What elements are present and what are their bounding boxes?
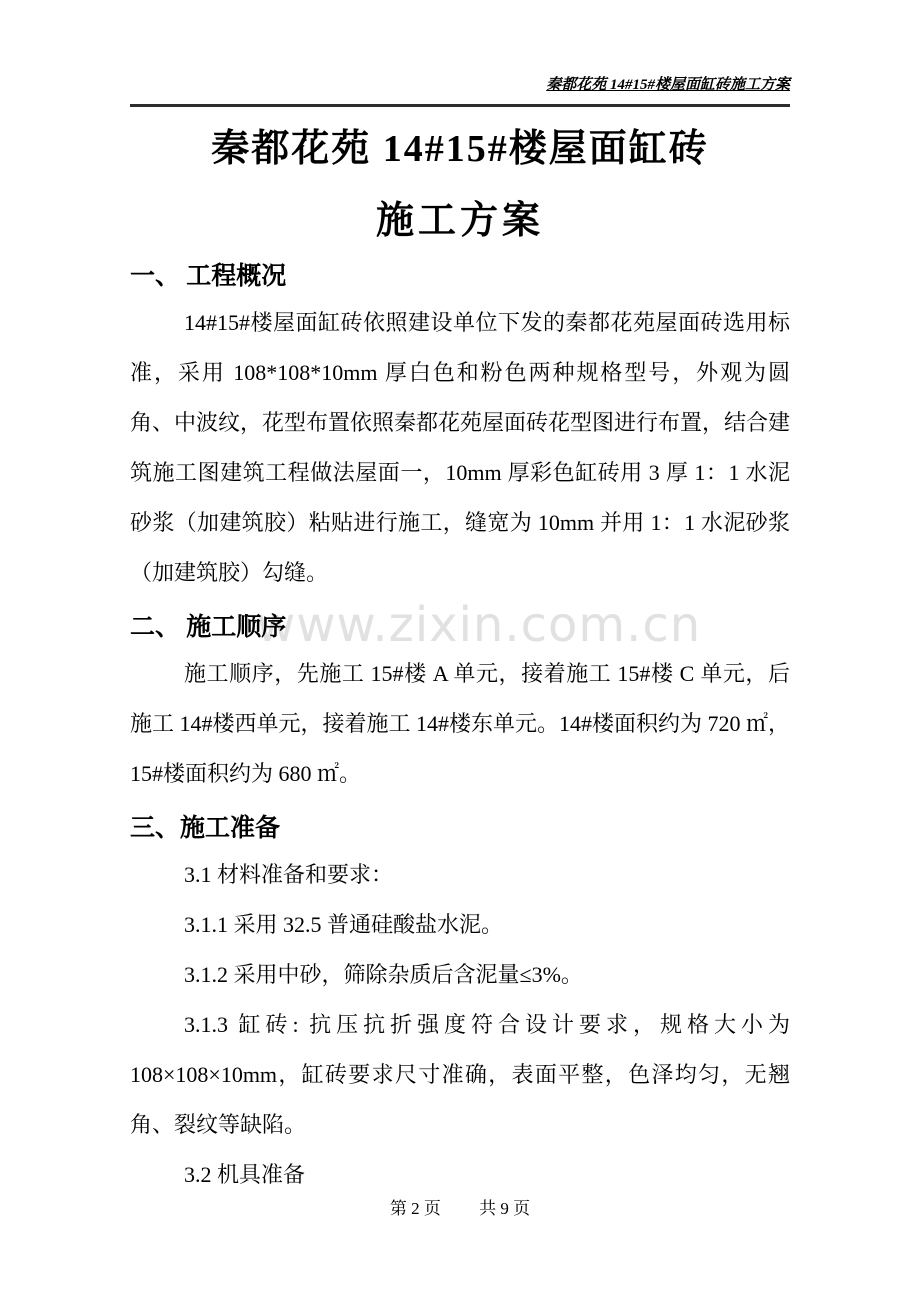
sequence-paragraph: 施工顺序，先施工 15#楼 A 单元，接着施工 15#楼 C 单元，后施工 14#楼西单元，接着施工 14#楼东单元。14#楼面积约为 720 ㎡，15#楼面积约为 680 ㎡。 [130,661,791,786]
footer-total-pages: 共 9 页 [479,1199,531,1218]
preparation-paragraph-tile: 3.1.3 缸砖: 抗压抗折强度符合设计要求，规格大小为 108×108×10mm，缸砖要求尺寸准确，表面平整，色泽均匀，无翘角、裂纹等缺陷。 [130,1012,790,1137]
page-header [130,74,790,107]
footer-page-number: 第 2 页 [389,1199,441,1218]
document-title-line1: 秦都花苑 14#15#楼屋面缸砖 [211,128,709,170]
overview-paragraph: 14#15#楼屋面缸砖依照建设单位下发的秦都花苑屋面砖选用标准，采用 108*108*10mm 厚白色和粉色两种规格型号，外观为圆角、中波纹，花型布置依照秦都花苑屋面砖花型图进行布置，结合建筑施工图建筑工程做法屋面一，10mm 厚彩色缸砖用 3 厚 1：1 水泥砂浆（加建筑胶）粘贴进行施工，缝宽为 10mm 并用 1：1 水泥砂浆（加建筑胶）勾缝。 [130,310,791,585]
document-title-line2: 施工方案 [375,200,544,242]
preparation-paragraph-tools-title: 3.2 机具准备 [184,1162,306,1187]
preparation-paragraph-sand: 3.1.2 采用中砂，筛除杂质后含泥量≤3%。 [184,962,583,987]
section-heading-sequence: 二、 施工顺序 [130,614,287,641]
document-body [130,123,790,1200]
section-heading-overview: 一、 工程概况 [130,263,287,290]
page-footer [0,1198,920,1220]
watermark: www.zixin.com.cn [256,597,702,653]
preparation-paragraph-cement: 3.1.1 采用 32.5 普通硅酸盐水泥。 [184,912,504,937]
header-title: 秦都花苑 14#15#楼屋面缸砖施工方案 [546,77,790,93]
section-heading-preparation: 三、施工准备 [130,815,281,842]
preparation-paragraph-material-title: 3.1 材料准备和要求： [184,862,394,887]
